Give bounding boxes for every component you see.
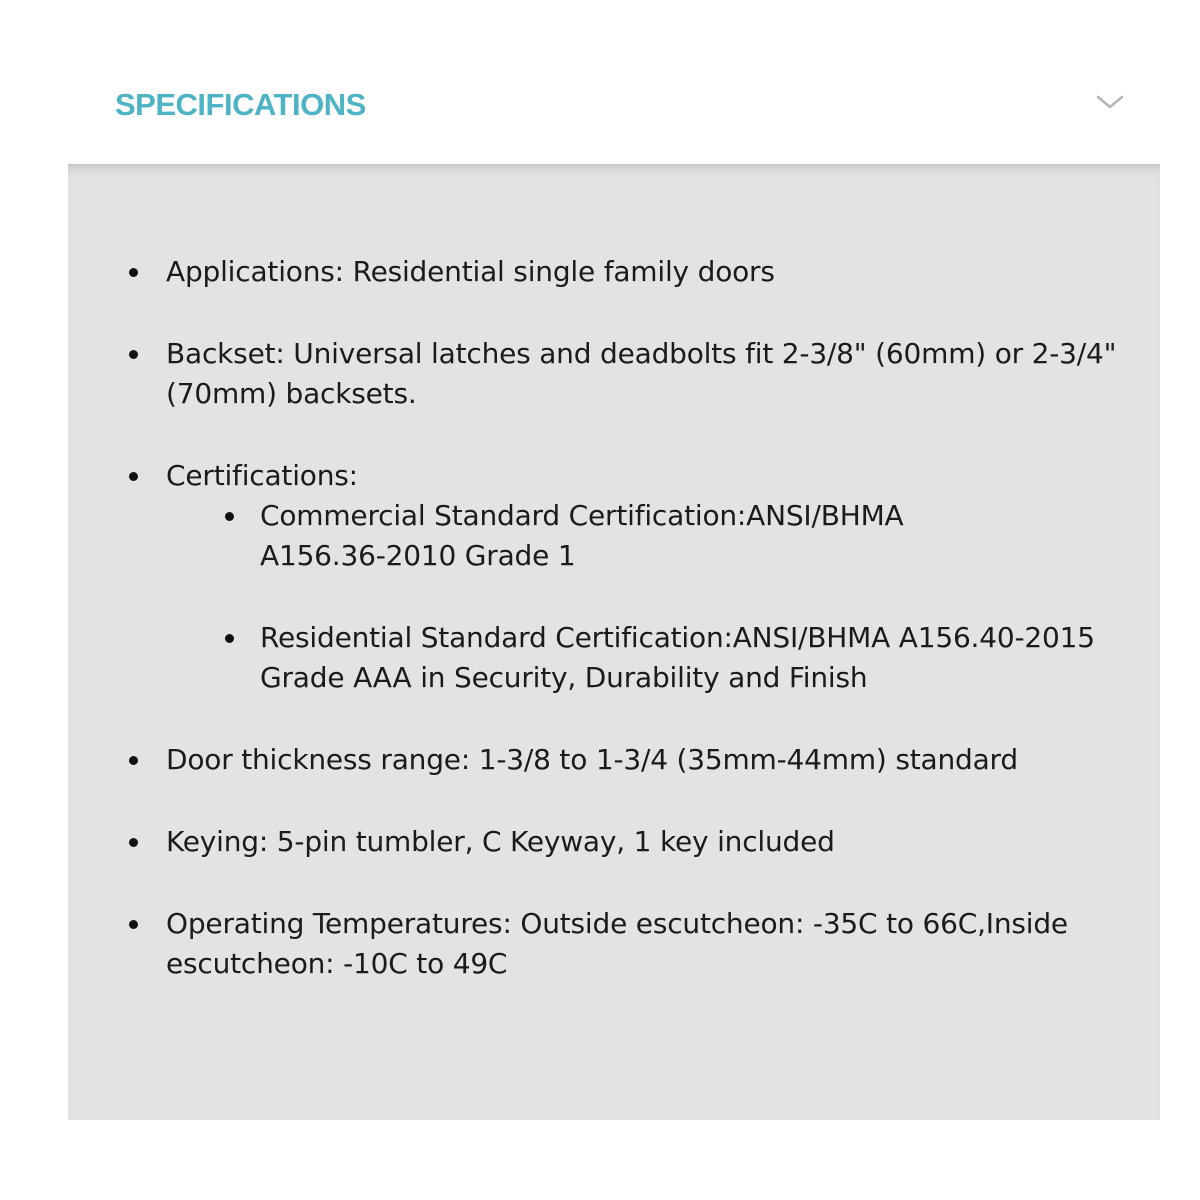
- specifications-panel: [68, 164, 1160, 1120]
- bullet-icon: [225, 634, 234, 643]
- bullet-icon: [129, 472, 138, 481]
- sub-text-line: A156.36-2010 Grade 1: [260, 539, 576, 572]
- spec-item-applications: [166, 252, 1126, 292]
- sub-text-line: Commercial Standard Certification:ANSI/BHMA: [260, 499, 904, 532]
- sub-item-commercial-certification: [260, 496, 1126, 576]
- chevron-down-icon[interactable]: [1096, 94, 1124, 110]
- bullet-icon: [129, 920, 138, 929]
- spec-text-line: Operating Temperatures: Outside escutcheon: -35C to 66C,Inside: [166, 907, 1068, 940]
- specifications-accordion-header[interactable]: [68, 60, 1160, 164]
- spec-text: Certifications:: [166, 459, 358, 492]
- bullet-icon: [129, 350, 138, 359]
- sub-item-residential-certification: [260, 618, 1126, 698]
- spec-text: Door thickness range: 1-3/8 to 1-3/4 (35mm-44mm) standard: [166, 743, 1018, 776]
- specifications-title: SPECIFICATIONS: [115, 87, 366, 122]
- sub-text-line: Residential Standard Certification:ANSI/BHMA A156.40-2015: [260, 621, 1095, 654]
- spec-text-line: escutcheon: -10C to 49C: [166, 947, 508, 980]
- specifications-list: [166, 252, 1126, 1026]
- spec-item-keying: [166, 822, 1126, 862]
- spec-text-line: (70mm) backsets.: [166, 377, 417, 410]
- spec-item-operating-temperatures: [166, 904, 1126, 984]
- bullet-icon: [129, 756, 138, 765]
- spec-text-line: Backset: Universal latches and deadbolts fit 2-3/8" (60mm) or 2-3/4": [166, 337, 1117, 370]
- certifications-sublist: [260, 496, 1126, 698]
- spec-item-door-thickness: [166, 740, 1126, 780]
- bullet-icon: [129, 268, 138, 277]
- spec-item-backset: [166, 334, 1126, 414]
- bullet-icon: [225, 512, 234, 521]
- sub-text-line: Grade AAA in Security, Durability and Finish: [260, 661, 868, 694]
- spec-text: Keying: 5-pin tumbler, C Keyway, 1 key included: [166, 825, 835, 858]
- spec-text: Applications: Residential single family doors: [166, 255, 775, 288]
- spec-item-certifications: [166, 456, 1126, 698]
- bullet-icon: [129, 838, 138, 847]
